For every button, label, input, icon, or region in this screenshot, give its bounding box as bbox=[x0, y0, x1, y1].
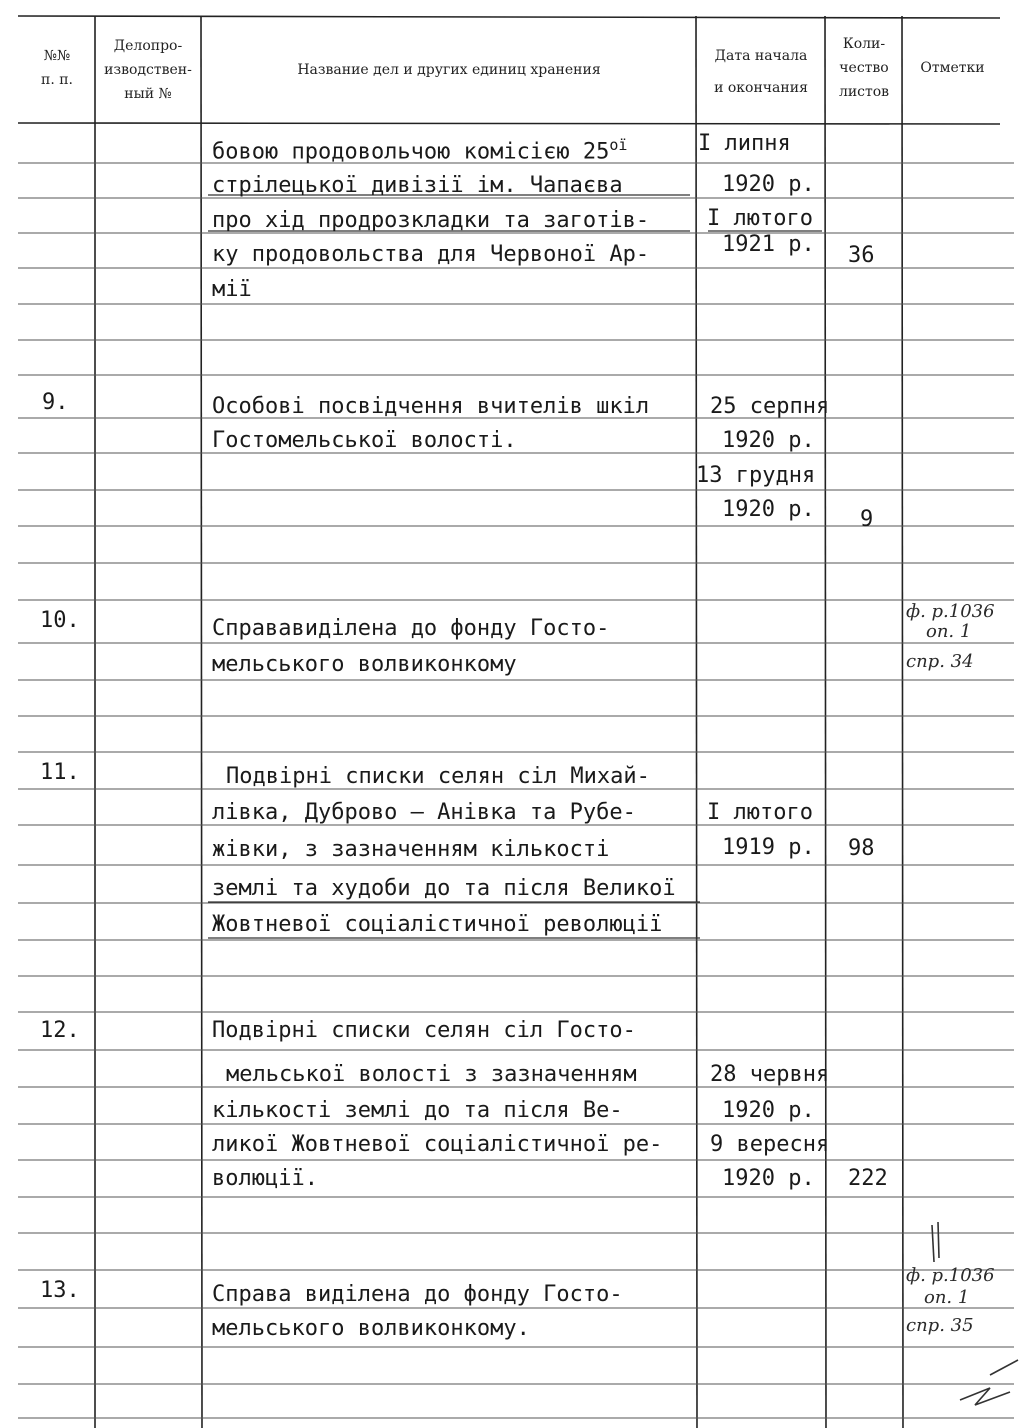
entry10-title-word: Справа bbox=[212, 616, 292, 641]
col-line-5 bbox=[902, 16, 903, 1428]
header-number-line2: п. п. bbox=[40, 72, 73, 88]
entry9-date-start-year: 1920 р. bbox=[722, 428, 815, 453]
entry13-title-line1: Справа виділена до фонду Госто- bbox=[212, 1282, 623, 1307]
entry11-count: 98 bbox=[848, 836, 875, 861]
header-office-line2: изводствен- bbox=[104, 62, 192, 78]
entry11-number: 11. bbox=[40, 760, 80, 785]
entry9-title-line1: Особові посвідчення вчителів шкіл bbox=[212, 394, 650, 419]
header-office-col bbox=[98, 34, 198, 106]
entry13-note-sprava: спр. 35 bbox=[906, 1315, 974, 1336]
entry9-number: 9. bbox=[42, 390, 69, 415]
header-office-line3: ный № bbox=[124, 86, 172, 102]
entry13-note-opys: оп. 1 bbox=[924, 1287, 970, 1308]
entry8-title-line5: мії bbox=[212, 277, 252, 302]
entry11-title-line5: Жовтневої соціалістичної революції bbox=[212, 912, 663, 937]
col-line-4 bbox=[825, 16, 826, 1428]
entry13-note-fond: ф. р.1036 bbox=[906, 1265, 995, 1286]
entry8-title-line3: про хід продрозкладки та заготів- bbox=[212, 208, 650, 233]
header-count-col bbox=[828, 32, 900, 104]
entry9-date-end-year: 1920 р. bbox=[722, 497, 815, 522]
entry11-date-start-day: I лютого bbox=[707, 800, 813, 825]
entry12-title-line3: кількості землі до та після Ве- bbox=[212, 1098, 623, 1123]
entry11-title-line2: лівка, Дуброво — Анівка та Рубе- bbox=[212, 800, 636, 825]
entry11-date-start-year: 1919 р. bbox=[722, 835, 815, 860]
col-line-2 bbox=[201, 16, 202, 1428]
signature-scribble bbox=[932, 1222, 1018, 1405]
header-dates-line2: и окончания bbox=[714, 80, 808, 96]
entry9-date-start-day: 25 серпня bbox=[710, 394, 830, 419]
header-notes-col: Отметки bbox=[920, 60, 985, 76]
header-bottom-line bbox=[18, 123, 1000, 124]
header-office-line1: Делопро- bbox=[113, 38, 183, 54]
entry9-title-line2: Гостомельської волості. bbox=[212, 428, 517, 453]
entry12-title-line4: ликої Жовтневої соціалістичної ре- bbox=[212, 1132, 663, 1157]
entry8-date-end-day: I лютого bbox=[707, 206, 813, 231]
entry10-note-opys: оп. 1 bbox=[926, 621, 972, 642]
entry9-date-end-day: 13 грудня bbox=[696, 463, 816, 488]
entry12-date-start-day: 28 червня bbox=[710, 1062, 830, 1087]
entry8-count: 36 bbox=[848, 243, 875, 268]
entry12-count: 222 bbox=[848, 1166, 888, 1191]
entry12-date-end-year: 1920 р. bbox=[722, 1166, 815, 1191]
entry8-title-line1-text: бовою продовольчою комісією 25 bbox=[212, 139, 610, 165]
entry12-title-line2: мельської волості з зазначенням bbox=[226, 1062, 637, 1087]
typed-underlines bbox=[208, 195, 822, 938]
row-rules bbox=[18, 163, 1014, 1418]
entry11-title-line1: Подвірні списки селян сіл Михай- bbox=[226, 764, 650, 789]
entry12-date-start-year: 1920 р. bbox=[722, 1098, 815, 1123]
entry13-number: 13. bbox=[40, 1278, 80, 1303]
header-title-col: Название дел и других единиц хранения bbox=[297, 62, 601, 78]
entry8-date-start-year: 1920 р. bbox=[722, 172, 815, 197]
entry8-title-line2: стрілецької дивізії ім. Чапаєва bbox=[212, 173, 623, 198]
entry8-date-end-year: 1921 р. bbox=[722, 232, 815, 257]
entry10-title-rest: виділена до фонду Госто- bbox=[291, 616, 610, 641]
top-border bbox=[18, 16, 1000, 18]
entry8-date-start-day: I липня bbox=[698, 131, 791, 156]
entry9-count: 9 bbox=[860, 507, 874, 532]
header-number-col bbox=[22, 44, 92, 92]
header-dates-line1: Дата начала bbox=[714, 48, 808, 64]
header-number-line1: №№ bbox=[43, 48, 71, 64]
col-line-3 bbox=[696, 16, 697, 1428]
entry10-title-line2: мельського волвиконкому bbox=[212, 652, 517, 677]
entry12-title-line1: Подвірні списки селян сіл Госто- bbox=[212, 1018, 636, 1043]
entry12-number: 12. bbox=[40, 1018, 80, 1043]
entry12-title-line5: волюції. bbox=[212, 1166, 318, 1191]
entry10-title-line1 bbox=[212, 616, 609, 641]
entry8-title-line1 bbox=[212, 136, 627, 164]
entry13-title-line2: мельського волвиконкому. bbox=[212, 1316, 530, 1341]
header-count-line3: листов bbox=[838, 84, 890, 100]
entry10-number: 10. bbox=[40, 608, 80, 633]
entry10-note-fond: ф. р.1036 bbox=[906, 601, 995, 622]
entry11-title-line4: землі та худоби до та після Великої bbox=[212, 876, 676, 901]
entry12-date-end-day: 9 вересня bbox=[710, 1132, 830, 1157]
entry8-ordinal-superscript: ої bbox=[609, 136, 628, 154]
header-count-line1: Коли- bbox=[842, 36, 886, 52]
header-dates-col bbox=[699, 40, 823, 104]
entry8-title-line4: ку продовольства для Червоної Ар- bbox=[212, 242, 650, 267]
entry10-note-sprava: спр. 34 bbox=[906, 651, 974, 672]
header-count-line2: чество bbox=[839, 60, 889, 76]
entry11-title-line3: жівки, з зазначенням кількості bbox=[212, 837, 610, 862]
